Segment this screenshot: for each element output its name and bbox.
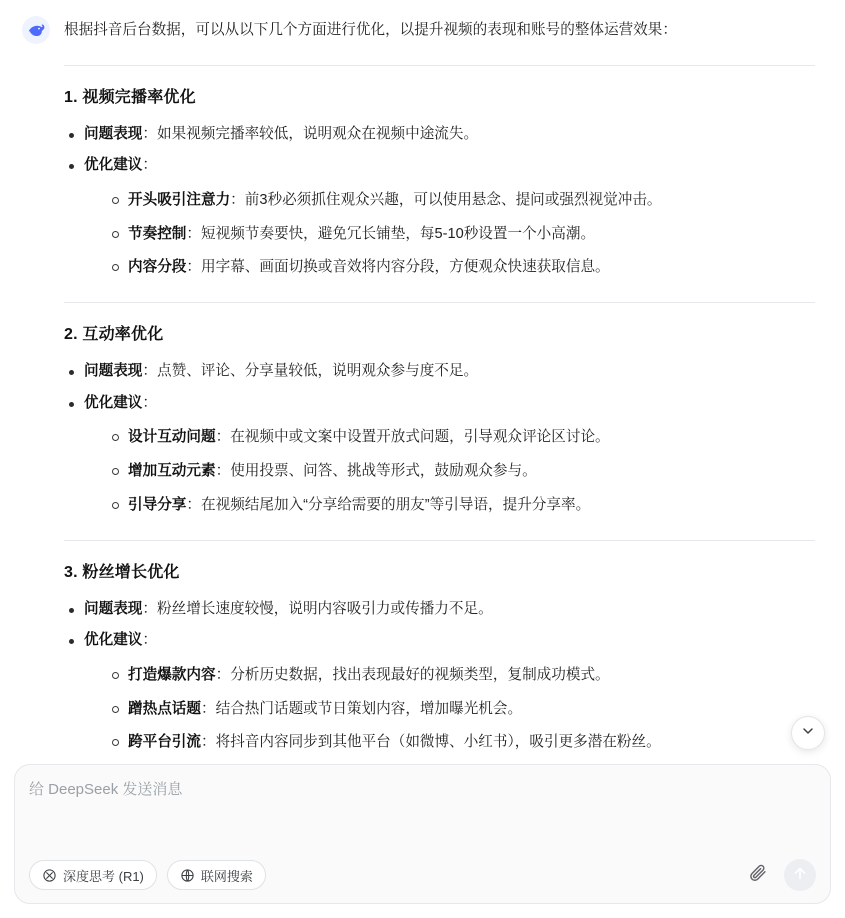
sub-bullet-text: 将抖音内容同步到其他平台（如微博、小红书），吸引更多潜在粉丝。 [215,734,661,751]
list-item [64,122,815,148]
sub-bullet-text: 短视频节奏要快，避免冗长铺垫，每5-10秒设置一个小高潮。 [201,225,596,242]
bullet-label: 优化建议 [84,157,143,174]
assistant-avatar [22,16,50,44]
sub-bullet-label: 蹭热点话题 [128,700,201,717]
list-item [110,697,815,722]
sub-bullet-list [84,663,815,755]
bullet-label: 优化建议 [84,632,143,649]
section-bullet-list [64,122,815,280]
list-item [110,255,815,280]
deep-think-icon [42,868,57,883]
message-input[interactable]: 给 DeepSeek 发送消息 [29,781,183,799]
sub-bullet-text: 使用投票、问答、挑战等形式，鼓励观众参与。 [230,463,537,480]
bullet-sep: ： [142,394,157,411]
list-item [64,153,815,280]
section-title: 2. 互动率优化 [64,326,164,344]
sub-bullet-sep: ： [215,463,231,480]
section-bullet-list [64,359,815,517]
deep-think-toggle[interactable] [29,860,157,890]
sub-bullet-sep: ： [186,259,201,276]
sub-bullet-text: 前3秒必须抓住观众兴趣，可以使用悬念、提问或强烈视觉冲击。 [244,191,662,208]
assistant-message-body [64,14,821,764]
bullet-sep: ： [142,600,157,617]
composer-box[interactable] [14,764,831,904]
list-item [64,359,815,385]
bullet-sep: ： [142,157,157,174]
bullet-text: 粉丝增长速度较慢，说明内容吸引力或传播力不足。 [157,600,493,617]
list-item [110,222,815,247]
divider [64,540,815,541]
composer-area [0,764,845,918]
bullet-text: 如果视频完播率较低，说明观众在视频中途流失。 [157,125,479,142]
sub-bullet-label: 跨平台引流 [128,734,201,751]
bullet-label: 优化建议 [84,394,143,411]
paperclip-icon [748,863,767,887]
sub-bullet-list [84,188,815,280]
composer-chips [29,860,266,890]
list-item [110,425,815,450]
sub-bullet-text: 分析历史数据，找出表现最好的视频类型，复制成功模式。 [230,666,610,683]
list-item [110,730,815,755]
sub-bullet-label: 增加互动元素 [128,463,216,480]
sub-bullet-text: 结合热门话题或节日策划内容，增加曝光机会。 [215,700,523,717]
sub-bullet-sep: ： [215,429,231,446]
sub-bullet-label: 引导分享 [128,496,187,513]
bullet-sep: ： [142,363,157,380]
sub-bullet-label: 打造爆款内容 [128,666,216,683]
globe-icon [180,868,195,883]
list-item [64,391,815,518]
sub-bullet-sep: ： [186,225,201,242]
attach-file-button[interactable] [744,862,770,888]
send-button[interactable] [784,859,816,891]
bullet-text: 点赞、评论、分享量较低，说明观众参与度不足。 [157,363,479,380]
section-bullet-list [64,597,815,755]
sub-bullet-sep: ： [215,666,231,683]
scroll-to-bottom-button[interactable] [791,716,825,750]
deepseek-whale-icon [26,20,46,40]
composer-toolbar [29,859,816,891]
arrow-up-icon [791,864,809,887]
web-search-toggle[interactable] [167,860,266,890]
list-item [64,597,815,623]
list-item [110,493,815,518]
list-item [110,459,815,484]
composer-actions [744,859,816,891]
list-item [110,663,815,688]
sub-bullet-label: 开头吸引注意力 [128,191,231,208]
sub-bullet-sep: ： [200,700,216,717]
section-title: 1. 视频完播率优化 [64,88,196,106]
assistant-message [0,14,845,764]
list-item [64,628,815,755]
list-item [110,188,815,213]
sub-bullet-label: 节奏控制 [128,225,187,242]
sub-bullet-sep: ： [200,734,216,751]
bullet-sep: ： [142,632,157,649]
bullet-label: 问题表现 [84,125,143,142]
sub-bullet-sep: ： [230,191,245,208]
sub-bullet-label: 设计互动问题 [128,429,216,446]
sub-bullet-sep: ： [186,496,201,513]
sub-bullet-text: 在视频中或文案中设置开放式问题，引导观众评论区讨论。 [230,429,610,446]
bullet-label: 问题表现 [84,600,143,617]
bullet-label: 问题表现 [84,363,143,380]
divider [64,65,815,66]
chevron-down-icon [800,723,816,744]
sub-bullet-text: 在视频结尾加入“分享给需要的朋友”等引导语，提升分享率。 [201,496,591,513]
divider [64,302,815,303]
sub-bullet-label: 内容分段 [128,259,187,276]
web-search-label: 联网搜索 [200,868,253,884]
bullet-sep: ： [142,125,157,142]
sub-bullet-text: 用字幕、画面切换或音效将内容分段，方便观众快速获取信息。 [201,259,610,276]
sub-bullet-list [84,425,815,517]
intro-paragraph: 根据抖音后台数据，可以从以下几个方面进行优化，以提升视频的表现和账号的整体运营效果： [64,22,677,38]
section-title: 3. 粉丝增长优化 [64,563,180,581]
deep-think-label: 深度思考 (R1) [63,868,144,884]
